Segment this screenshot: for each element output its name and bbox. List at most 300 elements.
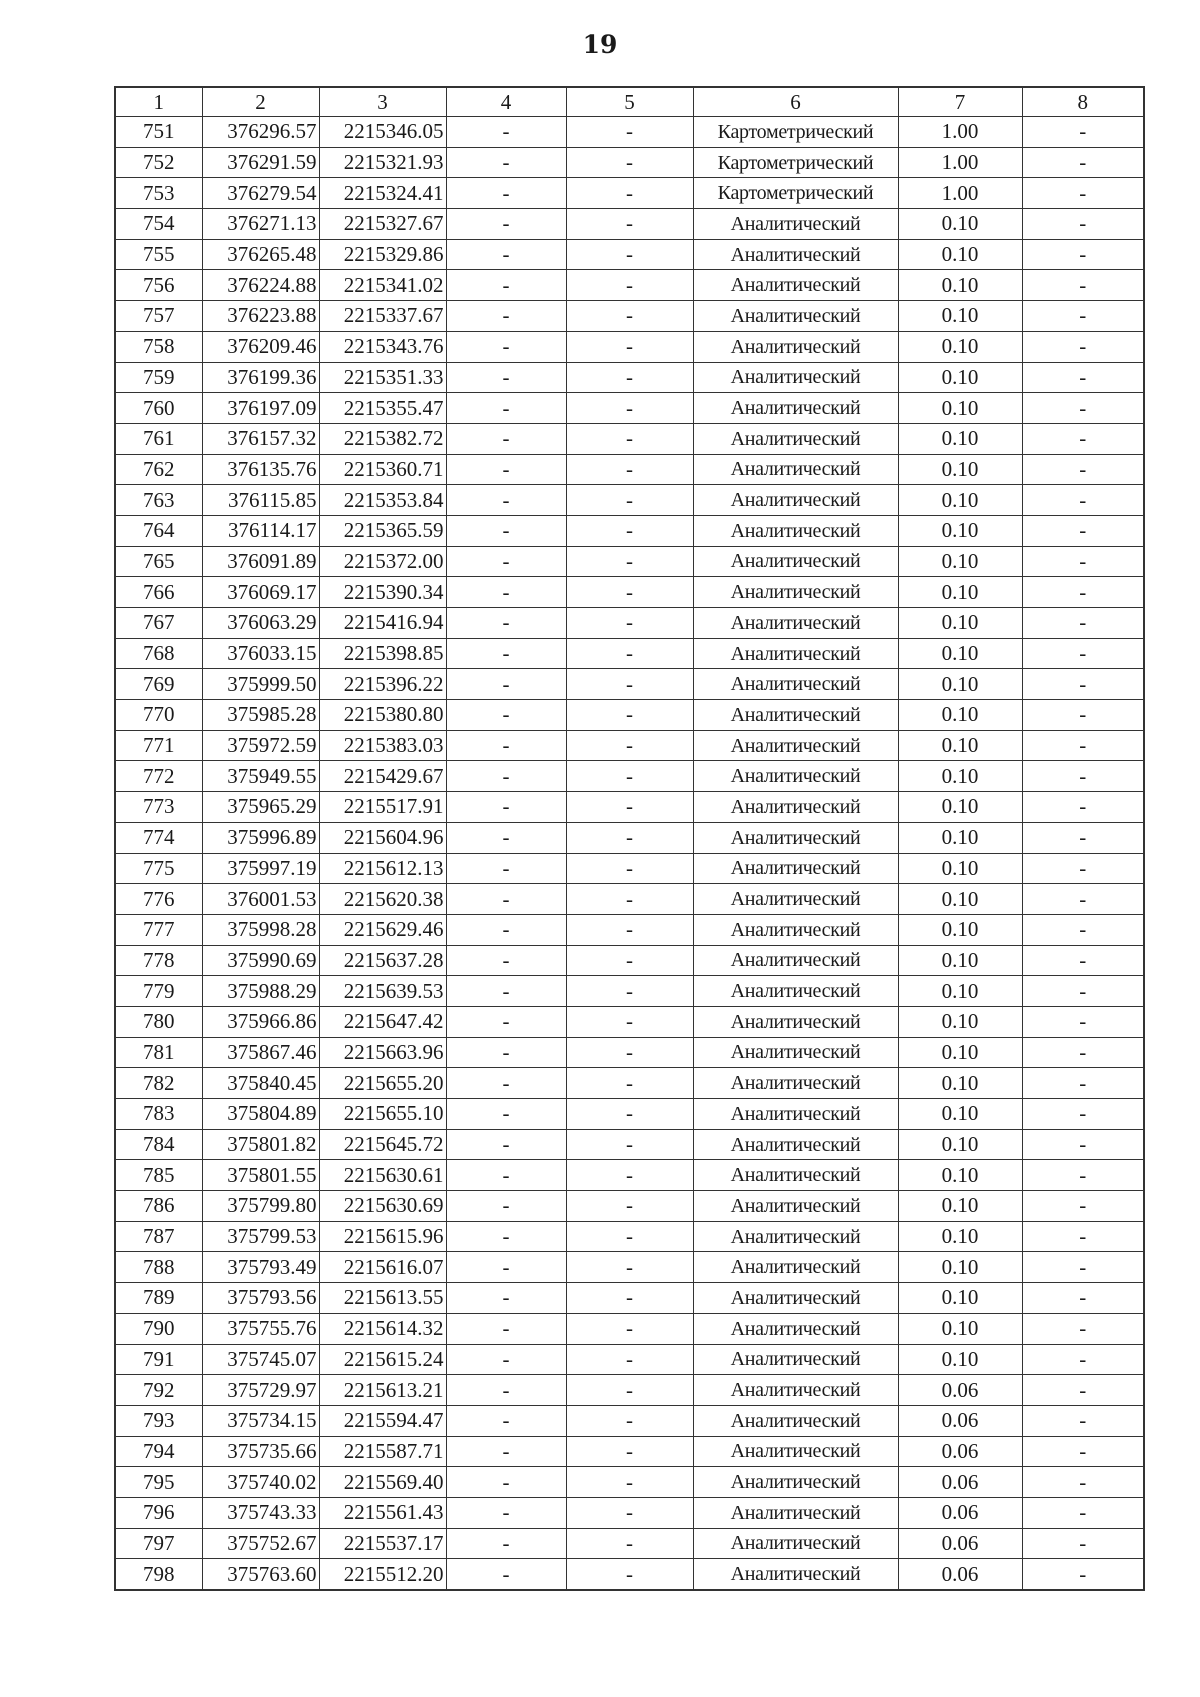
column-header: 4 bbox=[446, 87, 566, 117]
y-coordinate-cell: 2215329.86 bbox=[319, 239, 446, 270]
accuracy-cell: 0.10 bbox=[898, 1037, 1022, 1068]
y-coordinate-cell: 2215612.13 bbox=[319, 853, 446, 884]
column-5-cell: - bbox=[566, 1068, 693, 1099]
column-4-cell: - bbox=[446, 270, 566, 301]
point-number-cell: 770 bbox=[115, 700, 202, 731]
y-coordinate-cell: 2215639.53 bbox=[319, 976, 446, 1007]
point-number-cell: 751 bbox=[115, 117, 202, 148]
column-5-cell: - bbox=[566, 853, 693, 884]
y-coordinate-cell: 2215517.91 bbox=[319, 792, 446, 823]
y-coordinate-cell: 2215416.94 bbox=[319, 608, 446, 639]
method-cell: Аналитический bbox=[693, 577, 898, 608]
method-cell: Картометрический bbox=[693, 117, 898, 148]
table-row bbox=[115, 1283, 1144, 1314]
method-cell: Аналитический bbox=[693, 700, 898, 731]
table-row bbox=[115, 1467, 1144, 1498]
column-4-cell: - bbox=[446, 209, 566, 240]
column-4-cell: - bbox=[446, 1497, 566, 1528]
accuracy-cell: 0.06 bbox=[898, 1467, 1022, 1498]
method-cell: Аналитический bbox=[693, 1221, 898, 1252]
column-8-cell: - bbox=[1022, 792, 1144, 823]
y-coordinate-cell: 2215341.02 bbox=[319, 270, 446, 301]
x-coordinate-cell: 375763.60 bbox=[202, 1559, 319, 1590]
point-number-cell: 784 bbox=[115, 1129, 202, 1160]
point-number-cell: 767 bbox=[115, 608, 202, 639]
column-4-cell: - bbox=[446, 700, 566, 731]
method-cell: Аналитический bbox=[693, 1068, 898, 1099]
x-coordinate-cell: 376091.89 bbox=[202, 546, 319, 577]
x-coordinate-cell: 376291.59 bbox=[202, 147, 319, 178]
column-8-cell: - bbox=[1022, 1191, 1144, 1222]
column-8-cell: - bbox=[1022, 1436, 1144, 1467]
column-8-cell: - bbox=[1022, 1467, 1144, 1498]
column-8-cell: - bbox=[1022, 1497, 1144, 1528]
table-row bbox=[115, 669, 1144, 700]
column-4-cell: - bbox=[446, 792, 566, 823]
column-8-cell: - bbox=[1022, 301, 1144, 332]
method-cell: Аналитический bbox=[693, 1405, 898, 1436]
accuracy-cell: 0.10 bbox=[898, 1221, 1022, 1252]
x-coordinate-cell: 376199.36 bbox=[202, 362, 319, 393]
x-coordinate-cell: 375840.45 bbox=[202, 1068, 319, 1099]
method-cell: Аналитический bbox=[693, 393, 898, 424]
table-row bbox=[115, 608, 1144, 639]
y-coordinate-cell: 2215629.46 bbox=[319, 914, 446, 945]
column-8-cell: - bbox=[1022, 914, 1144, 945]
x-coordinate-cell: 375793.56 bbox=[202, 1283, 319, 1314]
column-4-cell: - bbox=[446, 1068, 566, 1099]
point-number-cell: 774 bbox=[115, 822, 202, 853]
x-coordinate-cell: 375998.28 bbox=[202, 914, 319, 945]
method-cell: Аналитический bbox=[693, 546, 898, 577]
x-coordinate-cell: 375743.33 bbox=[202, 1497, 319, 1528]
column-4-cell: - bbox=[446, 1528, 566, 1559]
method-cell: Аналитический bbox=[693, 239, 898, 270]
point-number-cell: 783 bbox=[115, 1099, 202, 1130]
table-row bbox=[115, 393, 1144, 424]
table-row bbox=[115, 423, 1144, 454]
y-coordinate-cell: 2215637.28 bbox=[319, 945, 446, 976]
column-8-cell: - bbox=[1022, 1006, 1144, 1037]
table-row bbox=[115, 884, 1144, 915]
column-4-cell: - bbox=[446, 1405, 566, 1436]
x-coordinate-cell: 375801.82 bbox=[202, 1129, 319, 1160]
point-number-cell: 759 bbox=[115, 362, 202, 393]
table-row bbox=[115, 577, 1144, 608]
column-5-cell: - bbox=[566, 1037, 693, 1068]
column-5-cell: - bbox=[566, 485, 693, 516]
column-5-cell: - bbox=[566, 822, 693, 853]
accuracy-cell: 0.06 bbox=[898, 1405, 1022, 1436]
x-coordinate-cell: 375799.53 bbox=[202, 1221, 319, 1252]
y-coordinate-cell: 2215390.34 bbox=[319, 577, 446, 608]
column-8-cell: - bbox=[1022, 1037, 1144, 1068]
table-row bbox=[115, 1405, 1144, 1436]
column-4-cell: - bbox=[446, 1191, 566, 1222]
method-cell: Аналитический bbox=[693, 761, 898, 792]
method-cell: Аналитический bbox=[693, 331, 898, 362]
x-coordinate-cell: 376115.85 bbox=[202, 485, 319, 516]
column-5-cell: - bbox=[566, 1467, 693, 1498]
method-cell: Аналитический bbox=[693, 1129, 898, 1160]
column-4-cell: - bbox=[446, 1252, 566, 1283]
table-row bbox=[115, 976, 1144, 1007]
table-row bbox=[115, 1160, 1144, 1191]
y-coordinate-cell: 2215630.61 bbox=[319, 1160, 446, 1191]
point-number-cell: 754 bbox=[115, 209, 202, 240]
accuracy-cell: 0.10 bbox=[898, 270, 1022, 301]
y-coordinate-cell: 2215351.33 bbox=[319, 362, 446, 393]
method-cell: Аналитический bbox=[693, 1344, 898, 1375]
y-coordinate-cell: 2215512.20 bbox=[319, 1559, 446, 1590]
table-row bbox=[115, 1068, 1144, 1099]
point-number-cell: 763 bbox=[115, 485, 202, 516]
column-8-cell: - bbox=[1022, 1099, 1144, 1130]
column-4-cell: - bbox=[446, 1221, 566, 1252]
column-4-cell: - bbox=[446, 423, 566, 454]
method-cell: Аналитический bbox=[693, 608, 898, 639]
y-coordinate-cell: 2215429.67 bbox=[319, 761, 446, 792]
x-coordinate-cell: 375949.55 bbox=[202, 761, 319, 792]
accuracy-cell: 0.10 bbox=[898, 301, 1022, 332]
column-8-cell: - bbox=[1022, 423, 1144, 454]
column-5-cell: - bbox=[566, 1221, 693, 1252]
y-coordinate-cell: 2215380.80 bbox=[319, 700, 446, 731]
accuracy-cell: 1.00 bbox=[898, 147, 1022, 178]
column-5-cell: - bbox=[566, 669, 693, 700]
column-8-cell: - bbox=[1022, 761, 1144, 792]
column-8-cell: - bbox=[1022, 362, 1144, 393]
x-coordinate-cell: 375801.55 bbox=[202, 1160, 319, 1191]
column-5-cell: - bbox=[566, 730, 693, 761]
accuracy-cell: 0.10 bbox=[898, 1129, 1022, 1160]
x-coordinate-cell: 375735.66 bbox=[202, 1436, 319, 1467]
y-coordinate-cell: 2215355.47 bbox=[319, 393, 446, 424]
column-8-cell: - bbox=[1022, 209, 1144, 240]
column-8-cell: - bbox=[1022, 1344, 1144, 1375]
x-coordinate-cell: 376135.76 bbox=[202, 454, 319, 485]
point-number-cell: 764 bbox=[115, 515, 202, 546]
column-header: 8 bbox=[1022, 87, 1144, 117]
method-cell: Аналитический bbox=[693, 914, 898, 945]
point-number-cell: 788 bbox=[115, 1252, 202, 1283]
method-cell: Аналитический bbox=[693, 485, 898, 516]
method-cell: Аналитический bbox=[693, 270, 898, 301]
column-4-cell: - bbox=[446, 945, 566, 976]
column-5-cell: - bbox=[566, 1436, 693, 1467]
column-8-cell: - bbox=[1022, 270, 1144, 301]
table-row bbox=[115, 117, 1144, 148]
x-coordinate-cell: 376063.29 bbox=[202, 608, 319, 639]
x-coordinate-cell: 375965.29 bbox=[202, 792, 319, 823]
table-row bbox=[115, 331, 1144, 362]
point-number-cell: 772 bbox=[115, 761, 202, 792]
page-number: 19 bbox=[582, 30, 618, 59]
column-5-cell: - bbox=[566, 423, 693, 454]
point-number-cell: 766 bbox=[115, 577, 202, 608]
table-row bbox=[115, 239, 1144, 270]
point-number-cell: 752 bbox=[115, 147, 202, 178]
point-number-cell: 765 bbox=[115, 546, 202, 577]
column-4-cell: - bbox=[446, 1160, 566, 1191]
column-5-cell: - bbox=[566, 239, 693, 270]
column-4-cell: - bbox=[446, 117, 566, 148]
column-8-cell: - bbox=[1022, 1068, 1144, 1099]
column-8-cell: - bbox=[1022, 515, 1144, 546]
accuracy-cell: 0.10 bbox=[898, 239, 1022, 270]
column-8-cell: - bbox=[1022, 1160, 1144, 1191]
y-coordinate-cell: 2215324.41 bbox=[319, 178, 446, 209]
y-coordinate-cell: 2215561.43 bbox=[319, 1497, 446, 1528]
point-number-cell: 758 bbox=[115, 331, 202, 362]
accuracy-cell: 0.10 bbox=[898, 1006, 1022, 1037]
point-number-cell: 777 bbox=[115, 914, 202, 945]
column-header: 7 bbox=[898, 87, 1022, 117]
point-number-cell: 768 bbox=[115, 638, 202, 669]
column-8-cell: - bbox=[1022, 669, 1144, 700]
column-5-cell: - bbox=[566, 700, 693, 731]
column-4-cell: - bbox=[446, 1436, 566, 1467]
point-number-cell: 761 bbox=[115, 423, 202, 454]
table-row bbox=[115, 454, 1144, 485]
column-5-cell: - bbox=[566, 1283, 693, 1314]
column-4-cell: - bbox=[446, 1006, 566, 1037]
point-number-cell: 776 bbox=[115, 884, 202, 915]
column-5-cell: - bbox=[566, 976, 693, 1007]
column-4-cell: - bbox=[446, 884, 566, 915]
x-coordinate-cell: 375867.46 bbox=[202, 1037, 319, 1068]
table-row bbox=[115, 1006, 1144, 1037]
column-5-cell: - bbox=[566, 1313, 693, 1344]
column-8-cell: - bbox=[1022, 945, 1144, 976]
method-cell: Аналитический bbox=[693, 301, 898, 332]
accuracy-cell: 0.10 bbox=[898, 454, 1022, 485]
x-coordinate-cell: 375752.67 bbox=[202, 1528, 319, 1559]
y-coordinate-cell: 2215382.72 bbox=[319, 423, 446, 454]
point-number-cell: 775 bbox=[115, 853, 202, 884]
method-cell: Аналитический bbox=[693, 976, 898, 1007]
column-8-cell: - bbox=[1022, 700, 1144, 731]
table-row bbox=[115, 853, 1144, 884]
accuracy-cell: 0.10 bbox=[898, 209, 1022, 240]
column-8-cell: - bbox=[1022, 884, 1144, 915]
y-coordinate-cell: 2215346.05 bbox=[319, 117, 446, 148]
table-row bbox=[115, 638, 1144, 669]
accuracy-cell: 0.10 bbox=[898, 700, 1022, 731]
x-coordinate-cell: 376114.17 bbox=[202, 515, 319, 546]
column-5-cell: - bbox=[566, 792, 693, 823]
y-coordinate-cell: 2215569.40 bbox=[319, 1467, 446, 1498]
accuracy-cell: 0.10 bbox=[898, 1099, 1022, 1130]
x-coordinate-cell: 376265.48 bbox=[202, 239, 319, 270]
column-5-cell: - bbox=[566, 577, 693, 608]
method-cell: Аналитический bbox=[693, 515, 898, 546]
point-number-cell: 771 bbox=[115, 730, 202, 761]
method-cell: Аналитический bbox=[693, 1467, 898, 1498]
column-8-cell: - bbox=[1022, 1129, 1144, 1160]
method-cell: Аналитический bbox=[693, 1528, 898, 1559]
table-row bbox=[115, 147, 1144, 178]
y-coordinate-cell: 2215630.69 bbox=[319, 1191, 446, 1222]
method-cell: Аналитический bbox=[693, 1006, 898, 1037]
method-cell: Аналитический bbox=[693, 1037, 898, 1068]
y-coordinate-cell: 2215360.71 bbox=[319, 454, 446, 485]
point-number-cell: 756 bbox=[115, 270, 202, 301]
column-8-cell: - bbox=[1022, 1221, 1144, 1252]
column-4-cell: - bbox=[446, 1467, 566, 1498]
point-number-cell: 755 bbox=[115, 239, 202, 270]
column-5-cell: - bbox=[566, 301, 693, 332]
x-coordinate-cell: 375996.89 bbox=[202, 822, 319, 853]
method-cell: Аналитический bbox=[693, 1160, 898, 1191]
y-coordinate-cell: 2215620.38 bbox=[319, 884, 446, 915]
column-4-cell: - bbox=[446, 1129, 566, 1160]
accuracy-cell: 0.10 bbox=[898, 1252, 1022, 1283]
column-4-cell: - bbox=[446, 301, 566, 332]
x-coordinate-cell: 375985.28 bbox=[202, 700, 319, 731]
x-coordinate-cell: 375988.29 bbox=[202, 976, 319, 1007]
column-8-cell: - bbox=[1022, 117, 1144, 148]
point-number-cell: 753 bbox=[115, 178, 202, 209]
point-number-cell: 791 bbox=[115, 1344, 202, 1375]
method-cell: Аналитический bbox=[693, 1283, 898, 1314]
column-5-cell: - bbox=[566, 1528, 693, 1559]
column-8-cell: - bbox=[1022, 577, 1144, 608]
method-cell: Аналитический bbox=[693, 454, 898, 485]
y-coordinate-cell: 2215398.85 bbox=[319, 638, 446, 669]
table-row bbox=[115, 1528, 1144, 1559]
y-coordinate-cell: 2215594.47 bbox=[319, 1405, 446, 1436]
point-number-cell: 792 bbox=[115, 1375, 202, 1406]
column-4-cell: - bbox=[446, 914, 566, 945]
column-4-cell: - bbox=[446, 577, 566, 608]
column-4-cell: - bbox=[446, 1313, 566, 1344]
y-coordinate-cell: 2215615.96 bbox=[319, 1221, 446, 1252]
table-row bbox=[115, 362, 1144, 393]
method-cell: Аналитический bbox=[693, 423, 898, 454]
column-5-cell: - bbox=[566, 393, 693, 424]
column-8-cell: - bbox=[1022, 147, 1144, 178]
column-8-cell: - bbox=[1022, 178, 1144, 209]
x-coordinate-cell: 376197.09 bbox=[202, 393, 319, 424]
column-4-cell: - bbox=[446, 1559, 566, 1590]
column-8-cell: - bbox=[1022, 454, 1144, 485]
table-row bbox=[115, 270, 1144, 301]
accuracy-cell: 0.10 bbox=[898, 945, 1022, 976]
point-number-cell: 795 bbox=[115, 1467, 202, 1498]
x-coordinate-cell: 375745.07 bbox=[202, 1344, 319, 1375]
accuracy-cell: 0.10 bbox=[898, 1160, 1022, 1191]
point-number-cell: 781 bbox=[115, 1037, 202, 1068]
column-5-cell: - bbox=[566, 1129, 693, 1160]
table-row bbox=[115, 1559, 1144, 1590]
column-4-cell: - bbox=[446, 546, 566, 577]
point-number-cell: 762 bbox=[115, 454, 202, 485]
column-8-cell: - bbox=[1022, 485, 1144, 516]
point-number-cell: 779 bbox=[115, 976, 202, 1007]
table-row bbox=[115, 1497, 1144, 1528]
accuracy-cell: 0.10 bbox=[898, 730, 1022, 761]
table-row bbox=[115, 515, 1144, 546]
point-number-cell: 797 bbox=[115, 1528, 202, 1559]
method-cell: Аналитический bbox=[693, 1191, 898, 1222]
y-coordinate-cell: 2215353.84 bbox=[319, 485, 446, 516]
accuracy-cell: 1.00 bbox=[898, 117, 1022, 148]
column-5-cell: - bbox=[566, 546, 693, 577]
column-4-cell: - bbox=[446, 393, 566, 424]
column-8-cell: - bbox=[1022, 608, 1144, 639]
accuracy-cell: 0.10 bbox=[898, 1313, 1022, 1344]
method-cell: Аналитический bbox=[693, 1497, 898, 1528]
x-coordinate-cell: 376069.17 bbox=[202, 577, 319, 608]
method-cell: Картометрический bbox=[693, 178, 898, 209]
y-coordinate-cell: 2215365.59 bbox=[319, 515, 446, 546]
accuracy-cell: 0.10 bbox=[898, 362, 1022, 393]
point-number-cell: 786 bbox=[115, 1191, 202, 1222]
column-4-cell: - bbox=[446, 1099, 566, 1130]
table-row bbox=[115, 546, 1144, 577]
table-row bbox=[115, 178, 1144, 209]
accuracy-cell: 0.10 bbox=[898, 822, 1022, 853]
column-header: 6 bbox=[693, 87, 898, 117]
coordinates-table bbox=[114, 86, 1145, 1591]
x-coordinate-cell: 376223.88 bbox=[202, 301, 319, 332]
column-8-cell: - bbox=[1022, 393, 1144, 424]
column-4-cell: - bbox=[446, 515, 566, 546]
y-coordinate-cell: 2215337.67 bbox=[319, 301, 446, 332]
column-8-cell: - bbox=[1022, 546, 1144, 577]
accuracy-cell: 0.10 bbox=[898, 577, 1022, 608]
method-cell: Аналитический bbox=[693, 730, 898, 761]
accuracy-cell: 0.10 bbox=[898, 1068, 1022, 1099]
method-cell: Аналитический bbox=[693, 792, 898, 823]
column-4-cell: - bbox=[446, 638, 566, 669]
method-cell: Аналитический bbox=[693, 209, 898, 240]
accuracy-cell: 0.10 bbox=[898, 1344, 1022, 1375]
accuracy-cell: 0.06 bbox=[898, 1559, 1022, 1590]
table-row bbox=[115, 485, 1144, 516]
x-coordinate-cell: 375966.86 bbox=[202, 1006, 319, 1037]
point-number-cell: 780 bbox=[115, 1006, 202, 1037]
column-8-cell: - bbox=[1022, 1252, 1144, 1283]
point-number-cell: 790 bbox=[115, 1313, 202, 1344]
column-5-cell: - bbox=[566, 945, 693, 976]
column-5-cell: - bbox=[566, 515, 693, 546]
y-coordinate-cell: 2215604.96 bbox=[319, 822, 446, 853]
method-cell: Аналитический bbox=[693, 1252, 898, 1283]
accuracy-cell: 0.10 bbox=[898, 393, 1022, 424]
column-5-cell: - bbox=[566, 1160, 693, 1191]
column-5-cell: - bbox=[566, 331, 693, 362]
column-4-cell: - bbox=[446, 485, 566, 516]
table-row bbox=[115, 1344, 1144, 1375]
column-8-cell: - bbox=[1022, 730, 1144, 761]
table-row bbox=[115, 945, 1144, 976]
y-coordinate-cell: 2215615.24 bbox=[319, 1344, 446, 1375]
method-cell: Аналитический bbox=[693, 884, 898, 915]
y-coordinate-cell: 2215655.10 bbox=[319, 1099, 446, 1130]
accuracy-cell: 0.06 bbox=[898, 1436, 1022, 1467]
column-8-cell: - bbox=[1022, 1283, 1144, 1314]
method-cell: Аналитический bbox=[693, 1436, 898, 1467]
x-coordinate-cell: 376224.88 bbox=[202, 270, 319, 301]
point-number-cell: 773 bbox=[115, 792, 202, 823]
point-number-cell: 785 bbox=[115, 1160, 202, 1191]
point-number-cell: 796 bbox=[115, 1497, 202, 1528]
y-coordinate-cell: 2215587.71 bbox=[319, 1436, 446, 1467]
column-4-cell: - bbox=[446, 1344, 566, 1375]
x-coordinate-cell: 376157.32 bbox=[202, 423, 319, 454]
